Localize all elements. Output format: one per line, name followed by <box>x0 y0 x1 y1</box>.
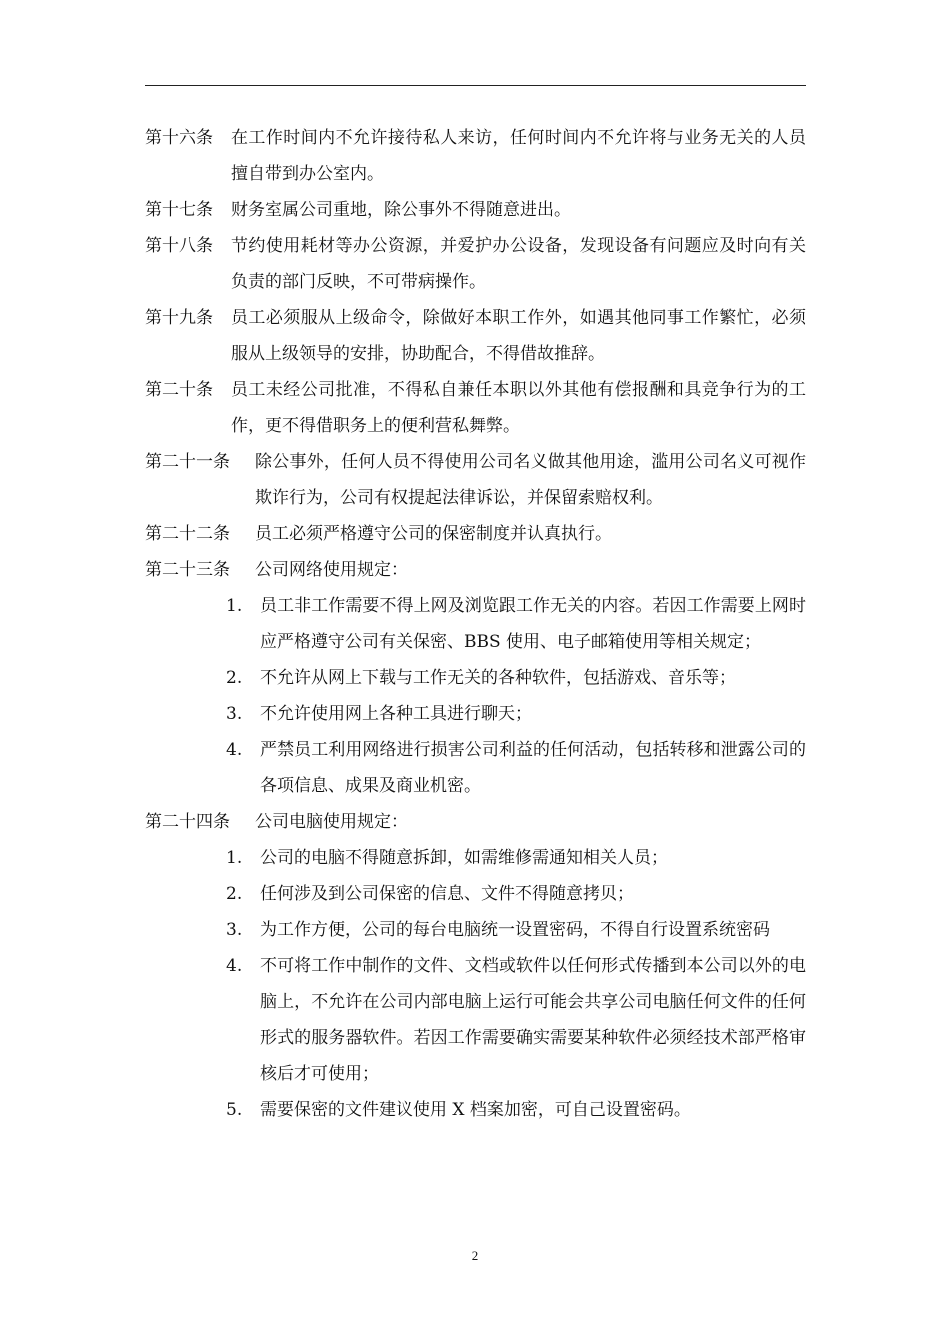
computer-rules-list <box>145 840 806 1128</box>
article-20 <box>145 372 806 444</box>
document-body <box>145 120 806 1128</box>
list-item <box>226 948 806 1092</box>
list-item <box>226 912 806 948</box>
article-text: 公司电脑使用规定： <box>255 812 408 832</box>
list-item-text: 任何涉及到公司保密的信息、文件不得随意拷贝； <box>260 884 634 904</box>
article-label: 第二十四条 <box>145 812 230 832</box>
article-16 <box>145 120 806 192</box>
list-item <box>226 660 806 696</box>
article-text: 员工必须服从上级命令，除做好本职工作外，如遇其他同事工作繁忙，必须服从上级领导的安排，协助配合，不得借故推辞。 <box>231 308 806 364</box>
article-17 <box>145 192 806 228</box>
article-label: 第二十条 <box>145 380 213 400</box>
list-item-text: 需要保密的文件建议使用 X 档案加密，可自己设置密码。 <box>260 1100 691 1120</box>
list-item-number: 1. <box>226 596 243 616</box>
article-text: 员工必须严格遵守公司的保密制度并认真执行。 <box>255 524 612 544</box>
article-19 <box>145 300 806 372</box>
list-item-text: 严禁员工利用网络进行损害公司利益的任何活动，包括转移和泄露公司的各项信息、成果及商业机密。 <box>260 740 806 796</box>
list-item-text: 不允许从网上下载与工作无关的各种软件，包括游戏、音乐等； <box>260 668 736 688</box>
article-text: 节约使用耗材等办公资源，并爱护办公设备，发现设备有问题应及时向有关负责的部门反映，不可带病操作。 <box>231 236 806 292</box>
list-item-number: 3. <box>226 704 243 724</box>
list-item-number: 2. <box>226 884 243 904</box>
list-item-number: 1. <box>226 848 243 868</box>
article-text: 员工未经公司批准，不得私自兼任本职以外其他有偿报酬和具竞争行为的工作，更不得借职务上的便利营私舞弊。 <box>231 380 806 436</box>
list-item <box>226 840 806 876</box>
article-label: 第二十三条 <box>145 560 230 580</box>
article-label: 第十七条 <box>145 200 213 220</box>
article-24 <box>145 804 806 840</box>
list-item-number: 4. <box>226 740 243 760</box>
list-item <box>226 732 806 804</box>
header-rule <box>145 85 806 86</box>
article-label: 第十九条 <box>145 308 213 328</box>
list-item-number: 2. <box>226 668 243 688</box>
article-text: 在工作时间内不允许接待私人来访，任何时间内不允许将与业务无关的人员擅自带到办公室内。 <box>231 128 806 184</box>
article-text: 公司网络使用规定： <box>255 560 408 580</box>
list-item-number: 5. <box>226 1100 243 1120</box>
article-21 <box>145 444 806 516</box>
list-item-text: 为工作方便，公司的每台电脑统一设置密码，不得自行设置系统密码 <box>260 920 770 940</box>
article-text: 财务室属公司重地，除公事外不得随意进出。 <box>231 200 571 220</box>
list-item-text: 公司的电脑不得随意拆卸，如需维修需通知相关人员； <box>260 848 668 868</box>
article-label: 第二十二条 <box>145 524 230 544</box>
list-item-text: 员工非工作需要不得上网及浏览跟工作无关的内容。若因工作需要上网时应严格遵守公司有关保密、BBS 使用、电子邮箱使用等相关规定； <box>260 596 806 652</box>
list-item-number: 4. <box>226 956 243 976</box>
article-18 <box>145 228 806 300</box>
article-23 <box>145 552 806 588</box>
list-item <box>226 876 806 912</box>
article-22 <box>145 516 806 552</box>
list-item-text: 不允许使用网上各种工具进行聊天； <box>260 704 532 724</box>
page-number: 2 <box>471 1248 479 1263</box>
list-item <box>226 696 806 732</box>
list-item <box>226 1092 806 1128</box>
article-label: 第十八条 <box>145 236 213 256</box>
article-text: 除公事外，任何人员不得使用公司名义做其他用途，滥用公司名义可视作欺诈行为，公司有权提起法律诉讼，并保留索赔权利。 <box>255 452 806 508</box>
list-item-number: 3. <box>226 920 243 940</box>
network-rules-list <box>145 588 806 804</box>
article-label: 第二十一条 <box>145 452 230 472</box>
article-label: 第十六条 <box>145 128 213 148</box>
list-item <box>226 588 806 660</box>
list-item-text: 不可将工作中制作的文件、文档或软件以任何形式传播到本公司以外的电脑上，不允许在公司内部电脑上运行可能会共享公司电脑任何文件的任何形式的服务器软件。若因工作需要确实需要某种软件必须经技术部严格审核后才可使用； <box>260 956 806 1084</box>
